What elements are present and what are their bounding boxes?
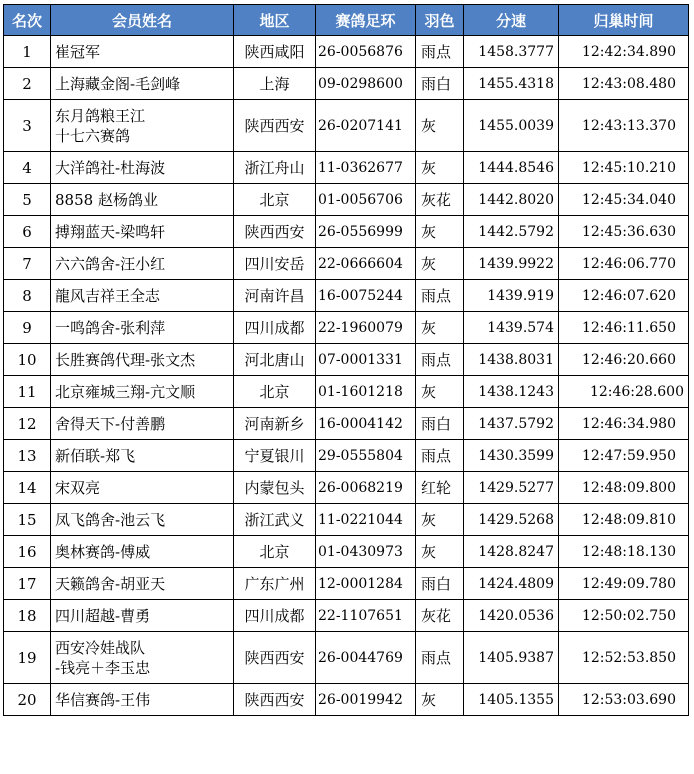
table-row xyxy=(4,600,689,632)
speed-cell: 1439.919 xyxy=(464,280,559,312)
region-cell: 河南新乡 xyxy=(234,408,316,440)
feather-color-cell: 灰花 xyxy=(416,600,464,632)
feather-color-cell: 雨点 xyxy=(416,36,464,68)
arrival-time-cell: 12:46:11.650 xyxy=(559,312,689,344)
ring-number-cell: 01-0056706 xyxy=(316,184,416,216)
arrival-time-cell: 12:48:09.810 xyxy=(559,504,689,536)
ring-number-cell: 01-0430973 xyxy=(316,536,416,568)
region-cell: 四川成都 xyxy=(234,600,316,632)
speed-cell: 1405.1355 xyxy=(464,684,559,716)
rank-cell: 15 xyxy=(4,504,51,536)
region-cell: 陕西西安 xyxy=(234,684,316,716)
rank-cell: 6 xyxy=(4,216,51,248)
arrival-time-cell: 12:52:53.850 xyxy=(559,632,689,684)
arrival-time-cell: 12:45:10.210 xyxy=(559,152,689,184)
feather-color-cell: 雨点 xyxy=(416,280,464,312)
ring-number-cell: 07-0001331 xyxy=(316,344,416,376)
feather-color-cell: 灰花 xyxy=(416,184,464,216)
member-name-cell: 上海藏金阁-毛剑峰 xyxy=(51,68,234,100)
speed-cell: 1438.8031 xyxy=(464,344,559,376)
feather-color-cell: 雨白 xyxy=(416,568,464,600)
member-name-cell: 宋双亮 xyxy=(51,472,234,504)
speed-cell: 1429.5277 xyxy=(464,472,559,504)
ring-number-cell: 26-0207141 xyxy=(316,100,416,152)
member-name-cell: 奥林赛鸽-傅威 xyxy=(51,536,234,568)
speed-cell: 1430.3599 xyxy=(464,440,559,472)
header-arrival-time: 归巢时间 xyxy=(559,5,689,36)
feather-color-cell: 雨白 xyxy=(416,408,464,440)
member-name-cell: 凤飞鸽舍-池云飞 xyxy=(51,504,234,536)
ring-number-cell: 26-0044769 xyxy=(316,632,416,684)
table-row xyxy=(4,100,689,152)
arrival-time-cell: 12:43:08.480 xyxy=(559,68,689,100)
rank-cell: 2 xyxy=(4,68,51,100)
region-cell: 浙江武义 xyxy=(234,504,316,536)
member-name-cell: 龍风吉祥王全志 xyxy=(51,280,234,312)
region-cell: 四川成都 xyxy=(234,312,316,344)
header-feather-color: 羽色 xyxy=(416,5,464,36)
header-member-name: 会员姓名 xyxy=(51,5,234,36)
ring-number-cell: 26-0556999 xyxy=(316,216,416,248)
table-row xyxy=(4,248,689,280)
arrival-time-cell: 12:47:59.950 xyxy=(559,440,689,472)
ring-number-cell: 12-0001284 xyxy=(316,568,416,600)
feather-color-cell: 灰 xyxy=(416,152,464,184)
rank-cell: 18 xyxy=(4,600,51,632)
ring-number-cell: 09-0298600 xyxy=(316,68,416,100)
region-cell: 河南许昌 xyxy=(234,280,316,312)
region-cell: 北京 xyxy=(234,536,316,568)
rank-cell: 1 xyxy=(4,36,51,68)
table-row xyxy=(4,684,689,716)
feather-color-cell: 红轮 xyxy=(416,472,464,504)
ring-number-cell: 22-1107651 xyxy=(316,600,416,632)
region-cell: 四川安岳 xyxy=(234,248,316,280)
ring-number-cell: 11-0221044 xyxy=(316,504,416,536)
table-row xyxy=(4,632,689,684)
rank-cell: 14 xyxy=(4,472,51,504)
speed-cell: 1420.0536 xyxy=(464,600,559,632)
arrival-time-cell: 12:43:13.370 xyxy=(559,100,689,152)
arrival-time-cell: 12:46:20.660 xyxy=(559,344,689,376)
rank-cell: 20 xyxy=(4,684,51,716)
member-name-cell: 大洋鸽社-杜海波 xyxy=(51,152,234,184)
arrival-time-cell: 12:42:34.890 xyxy=(559,36,689,68)
speed-cell: 1455.4318 xyxy=(464,68,559,100)
region-cell: 北京 xyxy=(234,376,316,408)
table-row xyxy=(4,312,689,344)
member-name-cell: 舍得天下-付善鹏 xyxy=(51,408,234,440)
member-name-cell: 一鸣鸽舍-张利萍 xyxy=(51,312,234,344)
member-name-cell: 华信赛鸽-王伟 xyxy=(51,684,234,716)
table-row xyxy=(4,184,689,216)
table-row xyxy=(4,472,689,504)
member-name-cell: 长胜赛鸽代理-张文杰 xyxy=(51,344,234,376)
region-cell: 内蒙包头 xyxy=(234,472,316,504)
member-name-cell: 崔冠军 xyxy=(51,36,234,68)
rank-cell: 4 xyxy=(4,152,51,184)
table-row xyxy=(4,68,689,100)
ring-number-cell: 16-0075244 xyxy=(316,280,416,312)
rank-cell: 8 xyxy=(4,280,51,312)
feather-color-cell: 雨点 xyxy=(416,632,464,684)
rank-cell: 3 xyxy=(4,100,51,152)
rank-cell: 12 xyxy=(4,408,51,440)
speed-cell: 1444.8546 xyxy=(464,152,559,184)
table-row xyxy=(4,536,689,568)
feather-color-cell: 雨点 xyxy=(416,344,464,376)
region-cell: 上海 xyxy=(234,68,316,100)
region-cell: 陕西西安 xyxy=(234,216,316,248)
region-cell: 陕西西安 xyxy=(234,100,316,152)
feather-color-cell: 灰 xyxy=(416,216,464,248)
header-rank: 名次 xyxy=(4,5,51,36)
member-name-cell: 天籁鸽舍-胡亚天 xyxy=(51,568,234,600)
table-row xyxy=(4,152,689,184)
speed-cell: 1455.0039 xyxy=(464,100,559,152)
rank-cell: 16 xyxy=(4,536,51,568)
arrival-time-cell: 12:45:34.040 xyxy=(559,184,689,216)
member-name-cell: 东月鸽粮王江 十七六赛鸽 xyxy=(51,100,234,152)
rank-cell: 17 xyxy=(4,568,51,600)
ring-number-cell: 01-1601218 xyxy=(316,376,416,408)
table-row xyxy=(4,504,689,536)
speed-cell: 1458.3777 xyxy=(464,36,559,68)
table-row xyxy=(4,408,689,440)
rank-cell: 10 xyxy=(4,344,51,376)
ring-number-cell: 22-0666604 xyxy=(316,248,416,280)
speed-cell: 1429.5268 xyxy=(464,504,559,536)
table-row xyxy=(4,568,689,600)
rank-cell: 9 xyxy=(4,312,51,344)
arrival-time-cell: 12:53:03.690 xyxy=(559,684,689,716)
ring-number-cell: 26-0068219 xyxy=(316,472,416,504)
region-cell: 宁夏银川 xyxy=(234,440,316,472)
member-name-cell: 四川超越-曹勇 xyxy=(51,600,234,632)
speed-cell: 1428.8247 xyxy=(464,536,559,568)
ring-number-cell: 11-0362677 xyxy=(316,152,416,184)
ring-number-cell: 29-0555804 xyxy=(316,440,416,472)
region-cell: 陕西咸阳 xyxy=(234,36,316,68)
feather-color-cell: 灰 xyxy=(416,504,464,536)
rank-cell: 13 xyxy=(4,440,51,472)
arrival-time-cell: 12:46:34.980 xyxy=(559,408,689,440)
speed-cell: 1405.9387 xyxy=(464,632,559,684)
member-name-cell: 北京雍城三翔-亢文顺 xyxy=(51,376,234,408)
speed-cell: 1439.574 xyxy=(464,312,559,344)
arrival-time-cell: 12:46:06.770 xyxy=(559,248,689,280)
speed-cell: 1437.5792 xyxy=(464,408,559,440)
region-cell: 浙江舟山 xyxy=(234,152,316,184)
rank-cell: 7 xyxy=(4,248,51,280)
results-table-container xyxy=(3,4,689,716)
feather-color-cell: 灰 xyxy=(416,376,464,408)
region-cell: 北京 xyxy=(234,184,316,216)
member-name-cell: 新佰联-郑飞 xyxy=(51,440,234,472)
ring-number-cell: 26-0056876 xyxy=(316,36,416,68)
region-cell: 广东广州 xyxy=(234,568,316,600)
rank-cell: 19 xyxy=(4,632,51,684)
rank-cell: 5 xyxy=(4,184,51,216)
member-name-cell: 六六鸽舍-汪小红 xyxy=(51,248,234,280)
table-row xyxy=(4,440,689,472)
header-row xyxy=(4,5,689,36)
results-body xyxy=(4,36,689,716)
feather-color-cell: 灰 xyxy=(416,312,464,344)
table-row xyxy=(4,36,689,68)
feather-color-cell: 灰 xyxy=(416,248,464,280)
arrival-time-cell: 12:48:18.130 xyxy=(559,536,689,568)
feather-color-cell: 雨点 xyxy=(416,440,464,472)
feather-color-cell: 灰 xyxy=(416,684,464,716)
table-row xyxy=(4,376,689,408)
ring-number-cell: 22-1960079 xyxy=(316,312,416,344)
arrival-time-cell: 12:46:07.620 xyxy=(559,280,689,312)
arrival-time-cell: 12:46:28.600 xyxy=(559,376,689,408)
race-results-table xyxy=(3,4,689,716)
arrival-time-cell: 12:50:02.750 xyxy=(559,600,689,632)
feather-color-cell: 灰 xyxy=(416,536,464,568)
arrival-time-cell: 12:49:09.780 xyxy=(559,568,689,600)
speed-cell: 1442.8020 xyxy=(464,184,559,216)
speed-cell: 1442.5792 xyxy=(464,216,559,248)
rank-cell: 11 xyxy=(4,376,51,408)
ring-number-cell: 16-0004142 xyxy=(316,408,416,440)
header-speed: 分速 xyxy=(464,5,559,36)
speed-cell: 1424.4809 xyxy=(464,568,559,600)
table-row xyxy=(4,216,689,248)
feather-color-cell: 灰 xyxy=(416,100,464,152)
feather-color-cell: 雨白 xyxy=(416,68,464,100)
member-name-cell: 搏翔蓝天-梁鸣轩 xyxy=(51,216,234,248)
region-cell: 陕西西安 xyxy=(234,632,316,684)
region-cell: 河北唐山 xyxy=(234,344,316,376)
table-row xyxy=(4,344,689,376)
member-name-cell: 西安冷娃战队 -钱亮＋李玉忠 xyxy=(51,632,234,684)
header-region: 地区 xyxy=(234,5,316,36)
member-name-cell: 8858 赵杨鸽业 xyxy=(51,184,234,216)
table-row xyxy=(4,280,689,312)
arrival-time-cell: 12:45:36.630 xyxy=(559,216,689,248)
header-ring-number: 赛鸽足环 xyxy=(316,5,416,36)
ring-number-cell: 26-0019942 xyxy=(316,684,416,716)
arrival-time-cell: 12:48:09.800 xyxy=(559,472,689,504)
speed-cell: 1439.9922 xyxy=(464,248,559,280)
speed-cell: 1438.1243 xyxy=(464,376,559,408)
